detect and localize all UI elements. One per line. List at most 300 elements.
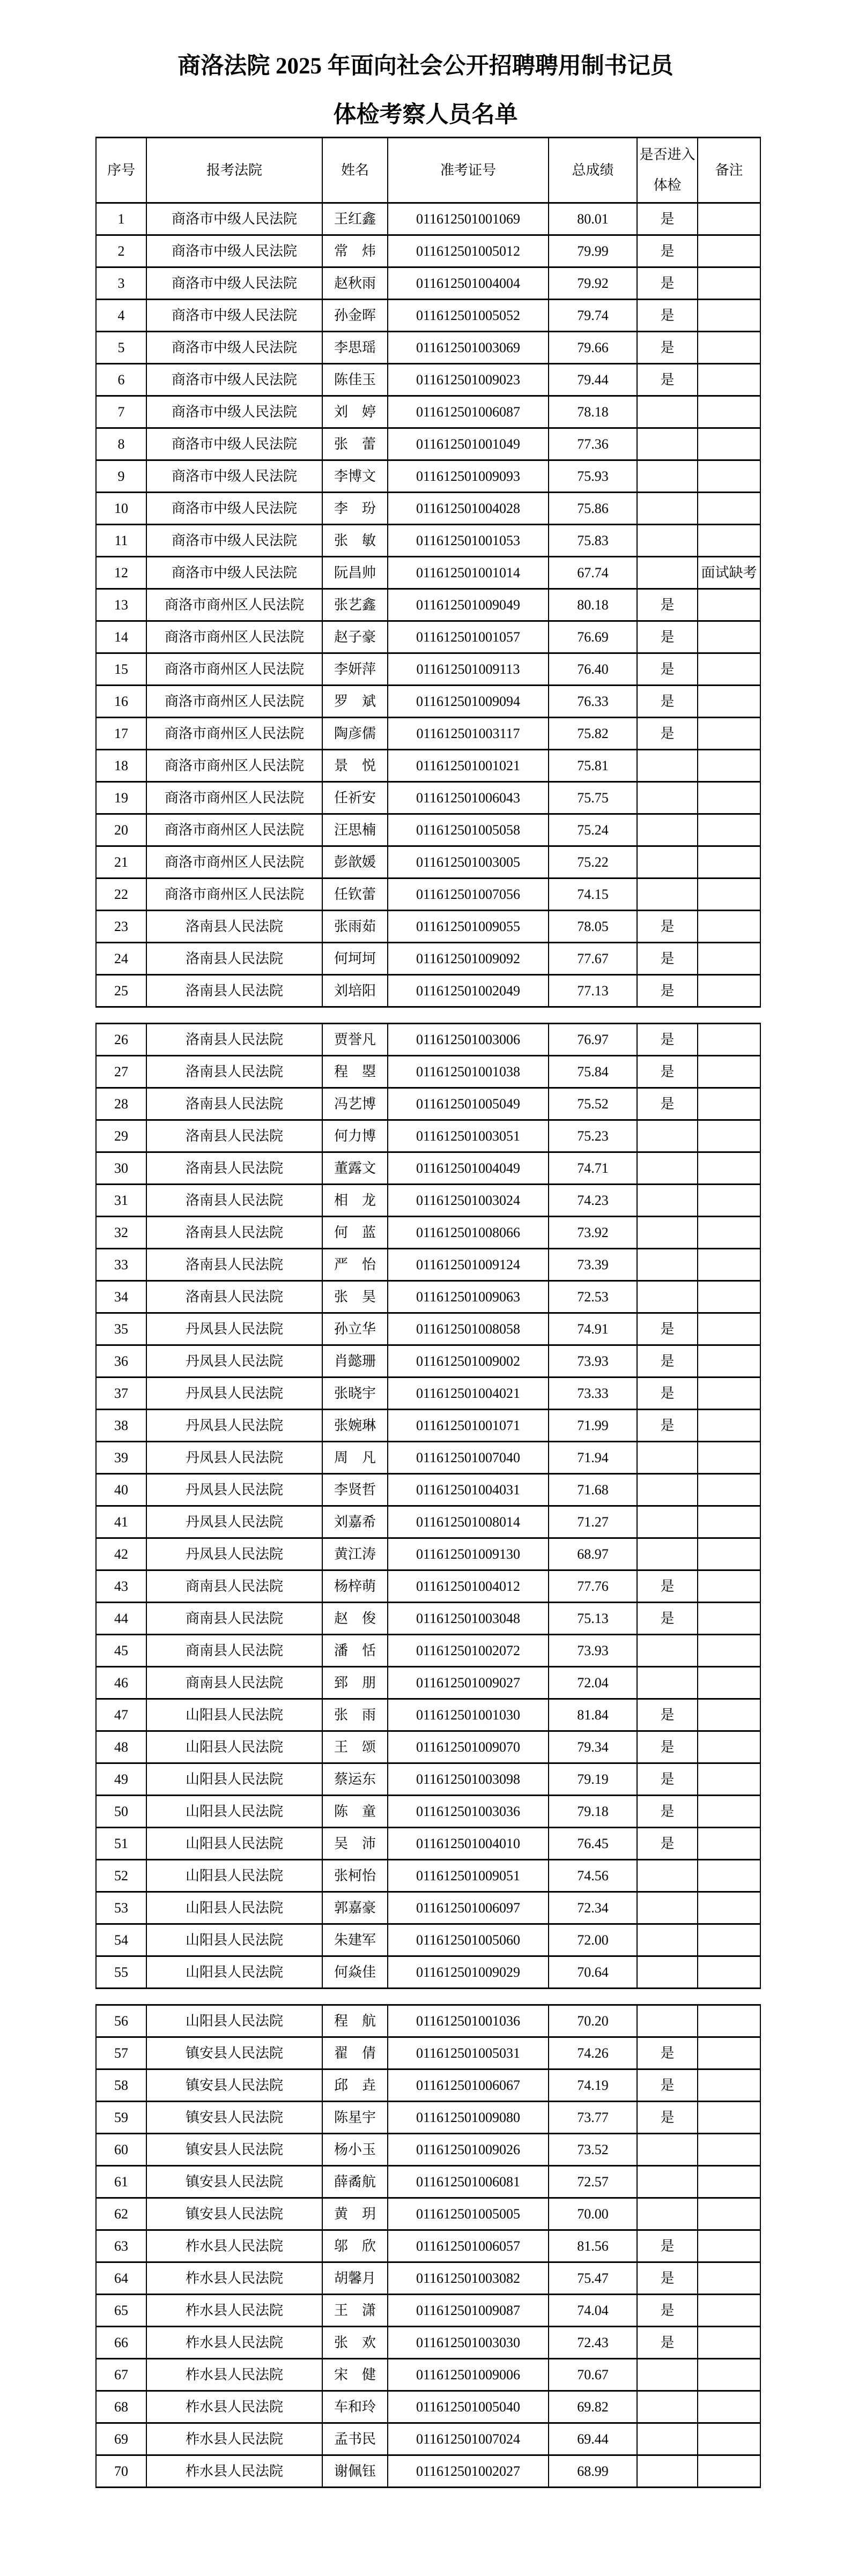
table-row xyxy=(96,1248,760,1280)
cell-remark xyxy=(698,1023,760,1055)
cell-remark xyxy=(698,299,760,331)
table-row xyxy=(96,235,760,267)
cell-enter-exam: 是 xyxy=(637,1602,698,1634)
cell-exam-number: 011612501009130 xyxy=(388,1538,549,1570)
cell-remark xyxy=(698,653,760,685)
cell-name: 周 凡 xyxy=(322,1441,388,1473)
cell-enter-exam: 是 xyxy=(637,653,698,685)
cell-court: 洛南县人民法院 xyxy=(146,942,322,974)
header-name: 姓名 xyxy=(322,137,388,203)
cell-index: 18 xyxy=(96,749,146,781)
table-row xyxy=(96,2423,760,2455)
cell-remark xyxy=(698,2069,760,2101)
cell-remark xyxy=(698,878,760,910)
cell-enter-exam: 是 xyxy=(637,2101,698,2133)
cell-name: 景 悦 xyxy=(322,749,388,781)
cell-name: 刘嘉希 xyxy=(322,1506,388,1538)
cell-exam-number: 011612501009023 xyxy=(388,363,549,396)
table-row xyxy=(96,2391,760,2423)
cell-total-score: 79.19 xyxy=(549,1763,637,1795)
cell-total-score: 75.22 xyxy=(549,846,637,878)
cell-remark xyxy=(698,1441,760,1473)
cell-enter-exam xyxy=(637,2133,698,2165)
cell-exam-number: 011612501001069 xyxy=(388,203,549,235)
cell-remark xyxy=(698,1570,760,1602)
cell-exam-number: 011612501009124 xyxy=(388,1248,549,1280)
cell-enter-exam xyxy=(637,2455,698,2487)
cell-name: 车和玲 xyxy=(322,2391,388,2423)
cell-enter-exam xyxy=(637,556,698,589)
cell-index: 35 xyxy=(96,1313,146,1345)
cell-enter-exam xyxy=(637,492,698,524)
header-court: 报考法院 xyxy=(146,137,322,203)
cell-index: 9 xyxy=(96,460,146,492)
cell-exam-number: 011612501009080 xyxy=(388,2101,549,2133)
cell-index: 57 xyxy=(96,2037,146,2069)
cell-index: 8 xyxy=(96,428,146,460)
cell-enter-exam xyxy=(637,1216,698,1248)
cell-court: 商洛市商州区人民法院 xyxy=(146,653,322,685)
cell-remark xyxy=(698,1892,760,1924)
table-row xyxy=(96,1859,760,1892)
cell-enter-exam: 是 xyxy=(637,1731,698,1763)
cell-enter-exam: 是 xyxy=(637,589,698,621)
cell-total-score: 75.47 xyxy=(549,2262,637,2294)
cell-total-score: 77.67 xyxy=(549,942,637,974)
cell-court: 洛南县人民法院 xyxy=(146,1120,322,1152)
cell-name: 朱建军 xyxy=(322,1924,388,1956)
cell-index: 44 xyxy=(96,1602,146,1634)
header-total-score: 总成绩 xyxy=(549,137,637,203)
cell-total-score: 72.53 xyxy=(549,1280,637,1313)
cell-index: 31 xyxy=(96,1184,146,1216)
cell-total-score: 74.15 xyxy=(549,878,637,910)
cell-remark xyxy=(698,1859,760,1892)
table-row xyxy=(96,1055,760,1088)
cell-court: 商洛市中级人民法院 xyxy=(146,203,322,235)
cell-enter-exam: 是 xyxy=(637,910,698,942)
cell-enter-exam xyxy=(637,2391,698,2423)
cell-enter-exam xyxy=(637,1280,698,1313)
cell-enter-exam: 是 xyxy=(637,1763,698,1795)
cell-court: 山阳县人民法院 xyxy=(146,1859,322,1892)
table-row xyxy=(96,2133,760,2165)
cell-remark xyxy=(698,2294,760,2326)
page-subtitle: 体检考察人员名单 xyxy=(333,102,518,128)
cell-name: 彭歆媛 xyxy=(322,846,388,878)
cell-enter-exam xyxy=(637,1506,698,1538)
cell-name: 张晓宇 xyxy=(322,1377,388,1409)
cell-enter-exam: 是 xyxy=(637,621,698,653)
cell-court: 商洛市商州区人民法院 xyxy=(146,846,322,878)
cell-exam-number: 011612501003048 xyxy=(388,1602,549,1634)
cell-remark xyxy=(698,2391,760,2423)
cell-enter-exam xyxy=(637,1859,698,1892)
cell-total-score: 69.44 xyxy=(549,2423,637,2455)
cell-index: 49 xyxy=(96,1763,146,1795)
cell-exam-number: 011612501001038 xyxy=(388,1055,549,1088)
cell-court: 镇安县人民法院 xyxy=(146,2133,322,2165)
table-row xyxy=(96,1280,760,1313)
cell-exam-number: 011612501001030 xyxy=(388,1699,549,1731)
cell-total-score: 73.39 xyxy=(549,1248,637,1280)
table-row xyxy=(96,814,760,846)
cell-court: 山阳县人民法院 xyxy=(146,1795,322,1827)
cell-total-score: 70.67 xyxy=(549,2358,637,2391)
cell-court: 商洛市中级人民法院 xyxy=(146,396,322,428)
cell-index: 47 xyxy=(96,1699,146,1731)
cell-court: 商洛市商州区人民法院 xyxy=(146,749,322,781)
cell-enter-exam xyxy=(637,814,698,846)
table-row xyxy=(96,1924,760,1956)
cell-index: 29 xyxy=(96,1120,146,1152)
cell-index: 20 xyxy=(96,814,146,846)
cell-enter-exam: 是 xyxy=(637,299,698,331)
cell-name: 李思瑶 xyxy=(322,331,388,363)
cell-index: 10 xyxy=(96,492,146,524)
cell-index: 23 xyxy=(96,910,146,942)
table-row xyxy=(96,1088,760,1120)
cell-total-score: 75.86 xyxy=(549,492,637,524)
header-remark: 备注 xyxy=(698,137,760,203)
table-row xyxy=(96,621,760,653)
cell-exam-number: 011612501005031 xyxy=(388,2037,549,2069)
cell-remark xyxy=(698,1313,760,1345)
cell-exam-number: 011612501003069 xyxy=(388,331,549,363)
cell-name: 何 蓝 xyxy=(322,1216,388,1248)
cell-index: 54 xyxy=(96,1924,146,1956)
cell-court: 丹凤县人民法院 xyxy=(146,1441,322,1473)
cell-exam-number: 011612501001036 xyxy=(388,2005,549,2037)
cell-name: 张 昊 xyxy=(322,1280,388,1313)
cell-remark xyxy=(698,1473,760,1506)
table-row xyxy=(96,2101,760,2133)
cell-court: 丹凤县人民法院 xyxy=(146,1506,322,1538)
cell-index: 43 xyxy=(96,1570,146,1602)
cell-court: 洛南县人民法院 xyxy=(146,1088,322,1120)
cell-remark: 面试缺考 xyxy=(698,556,760,589)
cell-index: 64 xyxy=(96,2262,146,2294)
cell-exam-number: 011612501004031 xyxy=(388,1473,549,1506)
table-row xyxy=(96,2165,760,2198)
cell-name: 杨梓萌 xyxy=(322,1570,388,1602)
cell-court: 柞水县人民法院 xyxy=(146,2455,322,2487)
table-row xyxy=(96,1441,760,1473)
table-row xyxy=(96,1216,760,1248)
cell-court: 丹凤县人民法院 xyxy=(146,1409,322,1441)
cell-name: 邱 垚 xyxy=(322,2069,388,2101)
cell-exam-number: 011612501009027 xyxy=(388,1666,549,1699)
cell-index: 66 xyxy=(96,2326,146,2358)
cell-exam-number: 011612501009063 xyxy=(388,1280,549,1313)
cell-exam-number: 011612501009113 xyxy=(388,653,549,685)
cell-enter-exam xyxy=(637,1248,698,1280)
cell-remark xyxy=(698,2262,760,2294)
table-row xyxy=(96,685,760,717)
cell-name: 李 玢 xyxy=(322,492,388,524)
cell-remark xyxy=(698,1666,760,1699)
cell-court: 柞水县人民法院 xyxy=(146,2230,322,2262)
cell-exam-number: 011612501001053 xyxy=(388,524,549,556)
cell-court: 洛南县人民法院 xyxy=(146,974,322,1007)
cell-enter-exam xyxy=(637,2358,698,2391)
cell-exam-number: 011612501009049 xyxy=(388,589,549,621)
cell-total-score: 76.45 xyxy=(549,1827,637,1859)
cell-exam-number: 011612501006043 xyxy=(388,781,549,814)
cell-remark xyxy=(698,589,760,621)
cell-name: 王 潇 xyxy=(322,2294,388,2326)
cell-name: 郭嘉豪 xyxy=(322,1892,388,1924)
table-row xyxy=(96,1538,760,1570)
table-row xyxy=(96,2455,760,2487)
table-row xyxy=(96,2230,760,2262)
cell-total-score: 75.24 xyxy=(549,814,637,846)
table-row xyxy=(96,2358,760,2391)
cell-name: 赵秋雨 xyxy=(322,267,388,299)
cell-exam-number: 011612501004004 xyxy=(388,267,549,299)
cell-exam-number: 011612501006067 xyxy=(388,2069,549,2101)
cell-total-score: 75.82 xyxy=(549,717,637,749)
cell-court: 丹凤县人民法院 xyxy=(146,1377,322,1409)
cell-remark xyxy=(698,1795,760,1827)
cell-name: 程 曌 xyxy=(322,1055,388,1088)
cell-total-score: 78.05 xyxy=(549,910,637,942)
cell-total-score: 73.93 xyxy=(549,1345,637,1377)
cell-name: 张 蕾 xyxy=(322,428,388,460)
cell-index: 2 xyxy=(96,235,146,267)
cell-court: 山阳县人民法院 xyxy=(146,1763,322,1795)
table-row xyxy=(96,492,760,524)
cell-enter-exam: 是 xyxy=(637,685,698,717)
cell-court: 商洛市中级人民法院 xyxy=(146,235,322,267)
cell-exam-number: 011612501009006 xyxy=(388,2358,549,2391)
cell-name: 张柯怡 xyxy=(322,1859,388,1892)
cell-name: 王 颂 xyxy=(322,1731,388,1763)
table-row xyxy=(96,1731,760,1763)
cell-remark xyxy=(698,1345,760,1377)
table-row xyxy=(96,1763,760,1795)
cell-total-score: 75.84 xyxy=(549,1055,637,1088)
cell-remark xyxy=(698,974,760,1007)
cell-exam-number: 011612501005005 xyxy=(388,2198,549,2230)
cell-remark xyxy=(698,846,760,878)
cell-exam-number: 011612501009092 xyxy=(388,942,549,974)
cell-remark xyxy=(698,1538,760,1570)
cell-court: 商洛市中级人民法院 xyxy=(146,428,322,460)
cell-exam-number: 011612501003006 xyxy=(388,1023,549,1055)
cell-index: 27 xyxy=(96,1055,146,1088)
cell-remark xyxy=(698,1827,760,1859)
header-exam-number: 准考证号 xyxy=(388,137,549,203)
cell-index: 25 xyxy=(96,974,146,1007)
cell-exam-number: 011612501007040 xyxy=(388,1441,549,1473)
cell-index: 61 xyxy=(96,2165,146,2198)
cell-remark xyxy=(698,1280,760,1313)
cell-court: 山阳县人民法院 xyxy=(146,2005,322,2037)
cell-exam-number: 011612501005040 xyxy=(388,2391,549,2423)
cell-court: 山阳县人民法院 xyxy=(146,1892,322,1924)
cell-index: 37 xyxy=(96,1377,146,1409)
cell-remark xyxy=(698,2005,760,2037)
cell-remark xyxy=(698,1152,760,1184)
cell-name: 李博文 xyxy=(322,460,388,492)
cell-total-score: 79.99 xyxy=(549,235,637,267)
cell-court: 商洛市中级人民法院 xyxy=(146,556,322,589)
table-row xyxy=(96,1313,760,1345)
cell-index: 34 xyxy=(96,1280,146,1313)
cell-exam-number: 011612501003024 xyxy=(388,1184,549,1216)
cell-court: 丹凤县人民法院 xyxy=(146,1473,322,1506)
cell-total-score: 79.34 xyxy=(549,1731,637,1763)
cell-exam-number: 011612501005058 xyxy=(388,814,549,846)
cell-enter-exam: 是 xyxy=(637,1377,698,1409)
cell-total-score: 81.56 xyxy=(549,2230,637,2262)
cell-exam-number: 011612501006097 xyxy=(388,1892,549,1924)
table-row xyxy=(96,2294,760,2326)
cell-exam-number: 011612501003117 xyxy=(388,717,549,749)
cell-court: 洛南县人民法院 xyxy=(146,1216,322,1248)
cell-name: 孟书民 xyxy=(322,2423,388,2455)
cell-name: 张艺鑫 xyxy=(322,589,388,621)
cell-court: 商南县人民法院 xyxy=(146,1602,322,1634)
cell-enter-exam: 是 xyxy=(637,1313,698,1345)
cell-exam-number: 011612501001071 xyxy=(388,1409,549,1441)
table-header-row xyxy=(96,137,760,203)
cell-court: 商洛市商州区人民法院 xyxy=(146,878,322,910)
cell-enter-exam: 是 xyxy=(637,203,698,235)
cell-enter-exam: 是 xyxy=(637,2230,698,2262)
table-row xyxy=(96,2262,760,2294)
cell-index: 52 xyxy=(96,1859,146,1892)
cell-index: 39 xyxy=(96,1441,146,1473)
cell-remark xyxy=(698,910,760,942)
table-row xyxy=(96,396,760,428)
cell-name: 刘培阳 xyxy=(322,974,388,1007)
cell-index: 56 xyxy=(96,2005,146,2037)
table-row xyxy=(96,589,760,621)
cell-enter-exam xyxy=(637,2005,698,2037)
cell-name: 张 欢 xyxy=(322,2326,388,2358)
cell-index: 21 xyxy=(96,846,146,878)
cell-total-score: 72.34 xyxy=(549,1892,637,1924)
cell-enter-exam xyxy=(637,1473,698,1506)
cell-index: 3 xyxy=(96,267,146,299)
cell-index: 59 xyxy=(96,2101,146,2133)
roster-table-section-2 xyxy=(95,1023,761,1989)
cell-remark xyxy=(698,1377,760,1409)
cell-enter-exam xyxy=(637,396,698,428)
cell-index: 22 xyxy=(96,878,146,910)
cell-remark xyxy=(698,1055,760,1088)
cell-total-score: 81.84 xyxy=(549,1699,637,1731)
cell-index: 6 xyxy=(96,363,146,396)
cell-total-score: 80.18 xyxy=(549,589,637,621)
cell-court: 商洛市商州区人民法院 xyxy=(146,621,322,653)
table-row xyxy=(96,1345,760,1377)
cell-total-score: 67.74 xyxy=(549,556,637,589)
table-row xyxy=(96,974,760,1007)
cell-remark xyxy=(698,2455,760,2487)
table-row xyxy=(96,2326,760,2358)
cell-index: 58 xyxy=(96,2069,146,2101)
table-row xyxy=(96,1570,760,1602)
cell-exam-number: 011612501004012 xyxy=(388,1570,549,1602)
cell-index: 65 xyxy=(96,2294,146,2326)
cell-index: 55 xyxy=(96,1956,146,1988)
cell-enter-exam: 是 xyxy=(637,1827,698,1859)
cell-exam-number: 011612501004049 xyxy=(388,1152,549,1184)
cell-name: 张婉琳 xyxy=(322,1409,388,1441)
cell-name: 刘 婷 xyxy=(322,396,388,428)
cell-exam-number: 011612501001021 xyxy=(388,749,549,781)
cell-court: 柞水县人民法院 xyxy=(146,2262,322,2294)
cell-enter-exam: 是 xyxy=(637,2262,698,2294)
cell-remark xyxy=(698,203,760,235)
cell-enter-exam xyxy=(637,1924,698,1956)
cell-remark xyxy=(698,396,760,428)
cell-index: 32 xyxy=(96,1216,146,1248)
cell-exam-number: 011612501008058 xyxy=(388,1313,549,1345)
cell-total-score: 74.71 xyxy=(549,1152,637,1184)
table-row xyxy=(96,1184,760,1216)
cell-enter-exam: 是 xyxy=(637,1055,698,1088)
cell-total-score: 72.00 xyxy=(549,1924,637,1956)
cell-total-score: 68.97 xyxy=(549,1538,637,1570)
cell-enter-exam: 是 xyxy=(637,1409,698,1441)
cell-remark xyxy=(698,621,760,653)
cell-enter-exam xyxy=(637,749,698,781)
cell-enter-exam: 是 xyxy=(637,1088,698,1120)
cell-exam-number: 011612501003030 xyxy=(388,2326,549,2358)
cell-total-score: 71.94 xyxy=(549,1441,637,1473)
cell-total-score: 79.66 xyxy=(549,331,637,363)
cell-index: 4 xyxy=(96,299,146,331)
cell-total-score: 79.92 xyxy=(549,267,637,299)
table-row xyxy=(96,717,760,749)
cell-enter-exam: 是 xyxy=(637,717,698,749)
page-title: 商洛法院 2025 年面向社会公开招聘聘用制书记员 xyxy=(177,54,674,79)
cell-court: 丹凤县人民法院 xyxy=(146,1313,322,1345)
table-row xyxy=(96,1956,760,1988)
cell-name: 张雨茹 xyxy=(322,910,388,942)
cell-enter-exam xyxy=(637,1120,698,1152)
cell-name: 肖懿珊 xyxy=(322,1345,388,1377)
cell-court: 商南县人民法院 xyxy=(146,1634,322,1666)
cell-remark xyxy=(698,2358,760,2391)
cell-enter-exam: 是 xyxy=(637,1023,698,1055)
cell-remark xyxy=(698,2423,760,2455)
cell-name: 薛矞航 xyxy=(322,2165,388,2198)
cell-index: 45 xyxy=(96,1634,146,1666)
table-row xyxy=(96,363,760,396)
cell-index: 40 xyxy=(96,1473,146,1506)
cell-exam-number: 011612501009087 xyxy=(388,2294,549,2326)
cell-exam-number: 011612501001049 xyxy=(388,428,549,460)
cell-court: 山阳县人民法院 xyxy=(146,1956,322,1988)
cell-remark xyxy=(698,1731,760,1763)
cell-remark xyxy=(698,717,760,749)
cell-remark xyxy=(698,1956,760,1988)
cell-enter-exam xyxy=(637,1956,698,1988)
cell-index: 63 xyxy=(96,2230,146,2262)
cell-index: 15 xyxy=(96,653,146,685)
cell-enter-exam: 是 xyxy=(637,2037,698,2069)
cell-enter-exam: 是 xyxy=(637,942,698,974)
cell-court: 镇安县人民法院 xyxy=(146,2037,322,2069)
cell-exam-number: 011612501001057 xyxy=(388,621,549,653)
table-row xyxy=(96,749,760,781)
cell-total-score: 79.44 xyxy=(549,363,637,396)
